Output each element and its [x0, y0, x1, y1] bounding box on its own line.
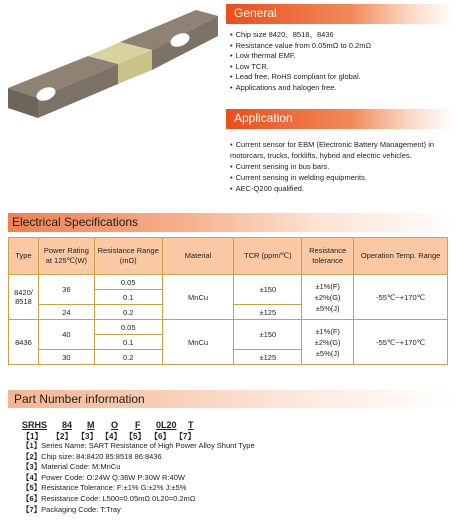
list-item: • Lead free, RoHS compliant for global. [230, 72, 371, 83]
list-item: 【3】Material Code: M:MnCu [22, 462, 121, 472]
header-tolerance: Resistance tolerance [302, 238, 354, 275]
part-code: 0L20 [156, 420, 177, 430]
cell-power: 40 [38, 320, 94, 350]
cell-tolerance [302, 320, 354, 365]
part-index: 【3】 [77, 432, 98, 441]
part-code: M [87, 420, 95, 430]
general-header [226, 4, 454, 24]
list-item: 【1】Series Name: SART Resistance of High Power Alloy Shunt Type [22, 441, 255, 450]
list-item: • Low TCR. [230, 62, 371, 73]
list-item: 【5】Resistance Tolerance: F:±1% G:±2% J:±5% [22, 483, 187, 493]
header-type: Type [9, 238, 39, 275]
cell-tcr: ±150 [234, 275, 302, 305]
application-list [230, 139, 448, 194]
cell-type: 8436 [9, 320, 39, 365]
application-header [226, 109, 454, 129]
list-item: • AEC-Q200 qualified. [230, 183, 448, 194]
part-index: 【6】 [150, 432, 171, 441]
part-code: F [135, 420, 141, 430]
part-index: 【1】 [22, 432, 43, 441]
cell-material: MnCu [162, 320, 234, 365]
header-temp: Operation Temp. Range [354, 238, 448, 275]
cell-range: 0.2 [94, 305, 162, 320]
tolerance-value: ±5%(J) [315, 303, 340, 313]
tolerance-value: ±2%(G) [314, 292, 341, 302]
part-number-header [8, 390, 454, 408]
part-number-list [22, 441, 255, 515]
list-item: 【2】Chip size: 84:8420 85:8518 86:8436 [22, 451, 162, 461]
electrical-header [8, 213, 454, 232]
list-item: • Current sensing in bus bars. [230, 161, 448, 172]
list-item: 【6】Resistance Code: L500=0.05mΩ 0L20=0.2mΩ [22, 493, 196, 503]
header-power: Power Rating at 125℃(W) [38, 238, 94, 275]
list-item: • Applications and halogen free. [230, 83, 371, 94]
part-code: 84 [62, 420, 73, 430]
cell-temp: -55℃~+170℃ [354, 275, 448, 320]
cell-power: 24 [38, 305, 94, 320]
electrical-title: Electrical Specifications [12, 215, 139, 229]
table-row [9, 275, 448, 290]
cell-temp: -55℃~+170℃ [354, 320, 448, 365]
header-material: Material [162, 238, 234, 275]
part-code: O [111, 420, 119, 430]
cell-power: 30 [38, 350, 94, 365]
cell-range: 0.1 [94, 290, 162, 305]
part-code: SRHS [22, 420, 48, 430]
cell-tcr: ±125 [234, 350, 302, 365]
tolerance-value: ±5%(J) [315, 348, 340, 358]
part-index: 【4】 [101, 432, 122, 441]
list-item: • Current sensing in welding equipments. [230, 172, 448, 183]
cell-range: 0.1 [94, 335, 162, 350]
part-index: 【2】 [52, 432, 73, 441]
cell-tolerance [302, 275, 354, 320]
header-range: Resistance Range (mΩ) [94, 238, 162, 275]
part-index: 【7】 [175, 432, 196, 441]
cell-tcr: ±125 [234, 305, 302, 320]
list-item: • Resistance value from 0.05mΩ to 0.2mΩ [230, 41, 371, 52]
list-item: • Low thermal EMF. [230, 51, 371, 62]
part-index: 【5】 [125, 432, 146, 441]
part-number-title: Part Number information [14, 392, 145, 406]
general-title: General [234, 6, 277, 20]
cell-range: 0.2 [94, 350, 162, 365]
cell-type: 8420/ 8518 [9, 275, 39, 320]
part-code: T [188, 420, 194, 430]
general-list [230, 30, 371, 93]
cell-range: 0.05 [94, 275, 162, 290]
tolerance-value: ±1%(F) [315, 281, 340, 291]
table-header-row [9, 238, 448, 275]
tolerance-value: ±1%(F) [315, 326, 340, 336]
table-row [9, 320, 448, 335]
list-item: 【4】Power Code: O:24W Q:36W P:30W R:40W [22, 472, 185, 482]
list-item: 【7】Packaging Code: T:Tray [22, 504, 121, 514]
electrical-spec-table [8, 237, 448, 365]
cell-tcr: ±150 [234, 320, 302, 350]
cell-range: 0.05 [94, 320, 162, 335]
application-title: Application [234, 111, 293, 125]
shunt-resistor-image [0, 0, 218, 140]
list-item: • Chip size 8420、8518、8436 [230, 30, 371, 41]
tolerance-value: ±2%(G) [314, 337, 341, 347]
cell-material: MnCu [162, 275, 234, 320]
cell-power: 36 [38, 275, 94, 305]
header-tcr: TCR (ppm/℃) [234, 238, 302, 275]
list-item: • Current sensor for EBM (Electronic Battery Management) in motorcars, trucks, forklifts, hybrid and electric vehicles. [230, 139, 448, 161]
